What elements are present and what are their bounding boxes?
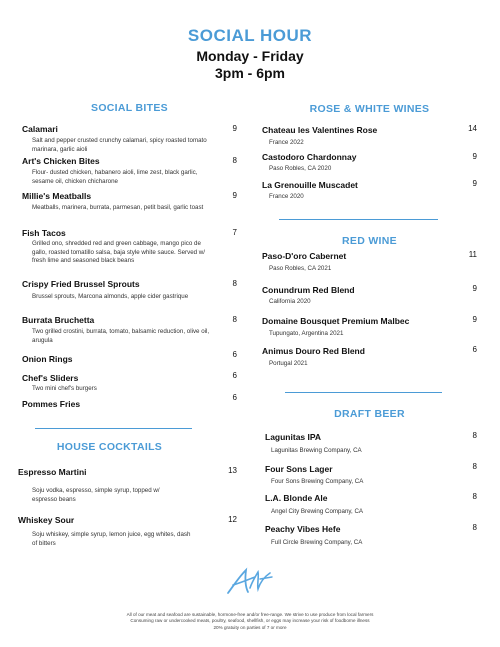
- item-description: Lagunitas Brewing Company, CA: [271, 447, 362, 454]
- item-price: 9: [472, 152, 477, 161]
- item-name: Onion Rings: [22, 354, 73, 364]
- item-description: France 2022: [269, 139, 304, 146]
- item-description: Meatballs, marinera, burrata, parmesan, petit basil, garlic toast: [32, 204, 204, 211]
- item-name: Castodoro Chardonnay: [262, 152, 357, 162]
- item-price: 9: [472, 315, 477, 324]
- item-name: Millie's Meatballs: [22, 191, 92, 201]
- item-description: Tupungato, Argentina 2021: [269, 330, 344, 337]
- item-price: 12: [228, 515, 237, 524]
- item-price: 6: [472, 345, 477, 354]
- item-price: 9: [472, 284, 477, 293]
- draft-beer-heading: DRAFT BEER: [334, 408, 405, 420]
- item-description: Salt and pepper crusted crunchy calamari, spicy roasted tomato marinara, garlic aioli: [32, 137, 207, 153]
- section-divider: [279, 219, 438, 220]
- item-description: France 2020: [269, 193, 304, 200]
- item-description: Paso Robles, CA 2021: [269, 265, 332, 272]
- menu-days: Monday - Friday: [196, 48, 304, 64]
- item-price: 7: [232, 228, 237, 237]
- item-name: Peachy Vibes Hefe: [265, 524, 341, 534]
- item-name: Domaine Bousquet Premium Malbec: [262, 316, 410, 326]
- art-signature-logo-icon: [224, 566, 274, 598]
- item-name: Crispy Fried Brussel Sprouts: [22, 279, 140, 289]
- item-price: 6: [232, 371, 237, 380]
- item-name: Whiskey Sour: [18, 515, 75, 525]
- item-description: Brussel sprouts, Marcona almonds, apple cider gastrique: [32, 293, 189, 300]
- footer-line: Consuming raw or undercooked meats, poultry, seafood, shellfish, or eggs may increase your risk of foodborne illness: [130, 618, 370, 624]
- item-description: Grilled ono, shredded red and green cabbage, mango pico de gallo, roasted tomatillo salsa, baja style white sauce. Served w/ fresh lime and seasoned black beans: [32, 240, 205, 265]
- item-price: 6: [232, 393, 237, 402]
- item-price: 8: [232, 315, 237, 324]
- item-description: Two grilled crostini, burrata, tomato, balsamic reduction, olive oil, arugula: [32, 328, 210, 344]
- item-name: Calamari: [22, 124, 58, 134]
- footer-notice: [0, 612, 500, 631]
- footer-line: 20% gratuity on parties of 7 or more: [213, 624, 287, 630]
- item-price: 8: [232, 279, 237, 288]
- section-divider: [35, 428, 192, 429]
- footer-line: All of our meat and seafood are sustainable, hormone-free and/or free-range. We strive to use produce from local farmers: [126, 612, 374, 617]
- item-name: Fish Tacos: [22, 228, 66, 238]
- item-price: 8: [472, 431, 477, 440]
- item-description: Paso Robles, CA 2020: [269, 165, 332, 172]
- item-name: Conundrum Red Blend: [262, 285, 355, 295]
- item-name: Chateau les Valentines Rose: [262, 125, 378, 135]
- item-price: 9: [472, 179, 477, 188]
- rose-white-wines-heading: ROSE & WHITE WINES: [309, 103, 430, 115]
- item-name: Four Sons Lager: [265, 464, 333, 474]
- item-price: 8: [472, 492, 477, 501]
- item-price: 8: [472, 523, 477, 532]
- item-name: Chef's Sliders: [22, 373, 79, 383]
- social-bites-heading: SOCIAL BITES: [91, 102, 168, 114]
- item-price: 9: [232, 124, 237, 133]
- item-name: La Grenouille Muscadet: [262, 180, 358, 190]
- item-price: 11: [468, 250, 477, 259]
- item-description: Four Sons Brewing Company, CA: [271, 478, 364, 485]
- item-price: 8: [232, 156, 237, 165]
- item-price: 9: [232, 191, 237, 200]
- section-divider: [285, 392, 442, 393]
- item-name: Burrata Bruchetta: [22, 315, 95, 325]
- item-description: Portugal 2021: [269, 360, 308, 367]
- item-name: Pommes Fries: [22, 399, 81, 409]
- item-price: 6: [232, 350, 237, 359]
- house-cocktails-heading: HOUSE COCKTAILS: [56, 441, 163, 453]
- item-name: Espresso Martini: [18, 467, 87, 477]
- item-description: Soju vodka, espresso, simple syrup, topped w/ espresso beans: [32, 487, 160, 503]
- item-name: L.A. Blonde Ale: [265, 493, 328, 503]
- item-description: Full Circle Brewing Company, CA: [271, 539, 363, 546]
- item-name: Art's Chicken Bites: [22, 156, 100, 166]
- item-description: Soju whiskey, simple syrup, lemon juice, egg whites, dash of bitters: [32, 531, 191, 547]
- item-description: Flour- dusted chicken, habanero aioli, lime zest, black garlic, sesame oil, chicken chicharone: [32, 169, 198, 185]
- item-description: Two mini chef's burgers: [32, 385, 97, 392]
- item-price: 8: [472, 462, 477, 471]
- menu-hours: 3pm - 6pm: [214, 65, 285, 81]
- item-price: 13: [228, 466, 237, 475]
- item-price: 14: [468, 124, 477, 133]
- item-description: Angel City Brewing Company, CA: [271, 508, 364, 515]
- red-wine-heading: RED WINE: [342, 235, 397, 247]
- item-name: Lagunitas IPA: [265, 432, 322, 442]
- item-description: California 2020: [269, 298, 311, 305]
- item-name: Paso-D'oro Cabernet: [262, 251, 347, 261]
- item-name: Animus Douro Red Blend: [262, 346, 365, 356]
- menu-title: SOCIAL HOUR: [187, 26, 313, 45]
